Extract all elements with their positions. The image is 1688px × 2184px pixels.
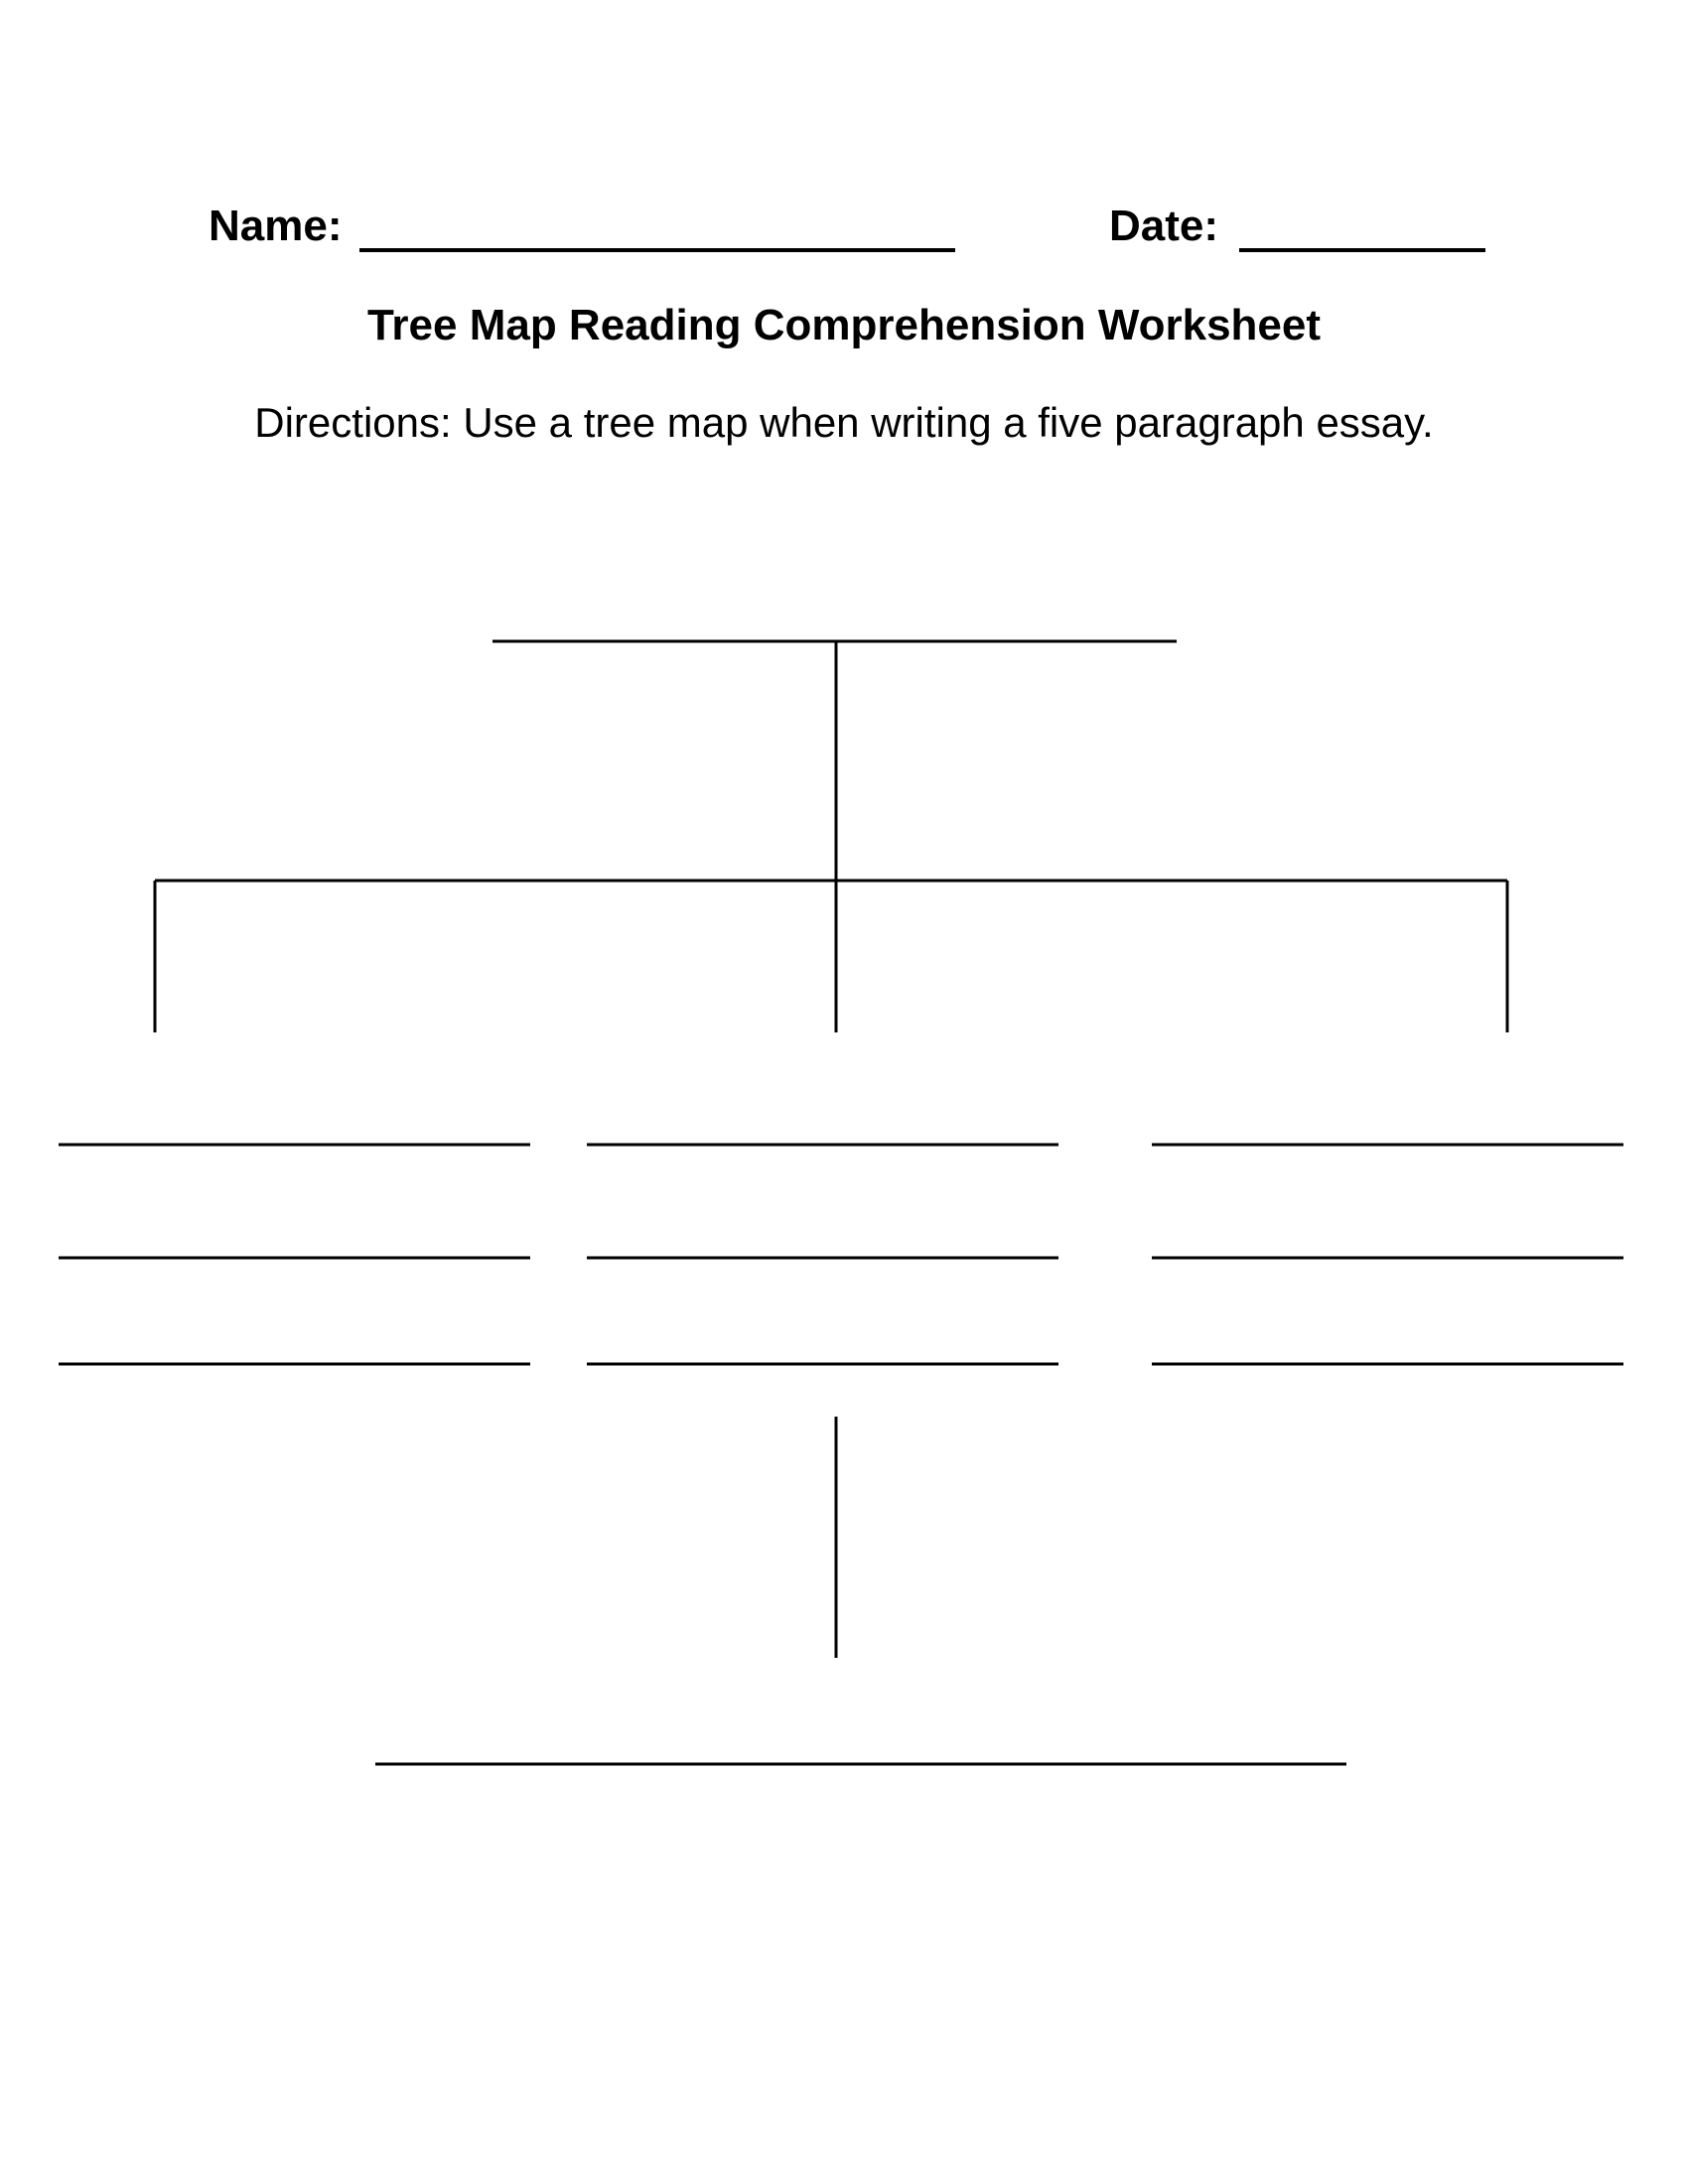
name-label: Name: — [209, 202, 343, 250]
directions-text: Directions: Use a tree map when writing a five paragraph essay. — [254, 399, 1434, 446]
worksheet-title: Tree Map Reading Comprehension Worksheet — [366, 301, 1322, 349]
date-label: Date: — [1109, 202, 1219, 250]
